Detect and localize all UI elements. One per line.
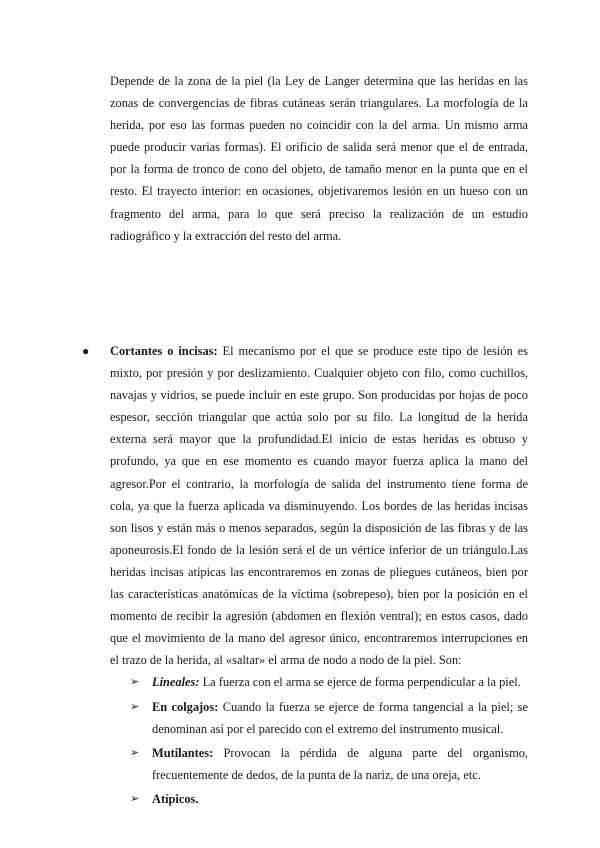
sub-item-text	[152, 742, 528, 786]
sub-item-text	[152, 788, 528, 810]
sub-item-body: Provocan la pérdida de alguna parte del organismo, frecuentemente de dedos, de la punta de la nariz, de una oreja, etc.	[152, 745, 528, 782]
list-item-atipicos	[130, 788, 528, 810]
sub-item-body: Cuando la fuerza se ejerce de forma tangencial a la piel; se denominan así por el parecido con el extremo del instrumento musical.	[152, 699, 528, 736]
bullet-paragraph	[110, 340, 528, 671]
bullet-icon: ●	[82, 344, 90, 358]
bullet-list	[82, 340, 528, 812]
intro-paragraph: Depende de la zona de la piel (la Ley de Langer determina que las heridas en las zonas de convergencias de fibras cutáneas serán triangulares. La morfología de la herida, por eso las formas pueden no coincidir con la del arma. Un mismo arma puede producir varias formas). El orificio de salida será menor que el de entrada, por la forma de tronco de cono del objeto, de tamaño menor en la punta que en el resto. El trayecto interior: en ocasiones, objetivaremos lesión en un hueso con un fragmento del arma, para lo que será preciso la realización de un estudio radiográfico y la extracción del resto del arma.	[110, 74, 528, 243]
arrow-icon: ➢	[130, 700, 140, 713]
sub-item-term: En colgajos:	[152, 699, 219, 714]
list-item-colgajos	[130, 696, 528, 740]
sub-item-text	[152, 696, 528, 740]
sub-list	[130, 671, 528, 810]
arrow-icon: ➢	[130, 746, 140, 759]
sub-item-term: Mutilantes:	[152, 745, 214, 760]
sub-item-body: La fuerza con el arma se ejerce de forma perpendicular a la piel.	[199, 675, 521, 690]
sub-item-term: Atípicos.	[152, 791, 199, 806]
list-item-mutilantes	[130, 742, 528, 786]
list-item-lineales	[130, 671, 528, 693]
list-item-cortantes	[82, 340, 528, 671]
bullet-term: Cortantes o incisas:	[110, 344, 218, 358]
sub-item-text	[152, 671, 528, 693]
arrow-icon: ➢	[130, 792, 140, 805]
bullet-body: El mecanismo por el que se produce este tipo de lesión es mixto, por presión y por deslizamiento. Cualquier objeto con filo, como cuchillos, navajas y vidrios, se puede incluir en este grupo. Son producidas por hojas de poco espesor, sección triangular que actúa solo por su filo. La longitud de la herida externa será mayor que la profundidad.El inicio de estas heridas es obtuso y profundo, ya que en ese momento es cuando mayor fuerza aplica la mano del agresor.Por el contrario, la morfología de salida del instrumento tiene forma de cola, ya que la fuerza aplicada va disminuyendo. Los bordes de las heridas incisas son lisos y están más o menos separados, según la disposición de las fibras y de las aponeurosis.El fondo de la lesión será el de un vértice inferior de un triángulo.Las heridas incisas atípicas las encontraremos en zonas de pliegues cutáneos, bien por las características anatómicas de la víctima (sobrepeso), bien por la posición en el momento de recibir la agresión (abdomen en flexión ventral); en estos casos, dado que el movimiento de la mano del agresor único, encontraremos interrupciones en el trazo de la herida, al «saltar» el arma de nodo a nodo de la piel. Son:	[110, 344, 528, 668]
sub-item-term: Lineales:	[152, 675, 200, 690]
arrow-icon: ➢	[130, 676, 140, 689]
